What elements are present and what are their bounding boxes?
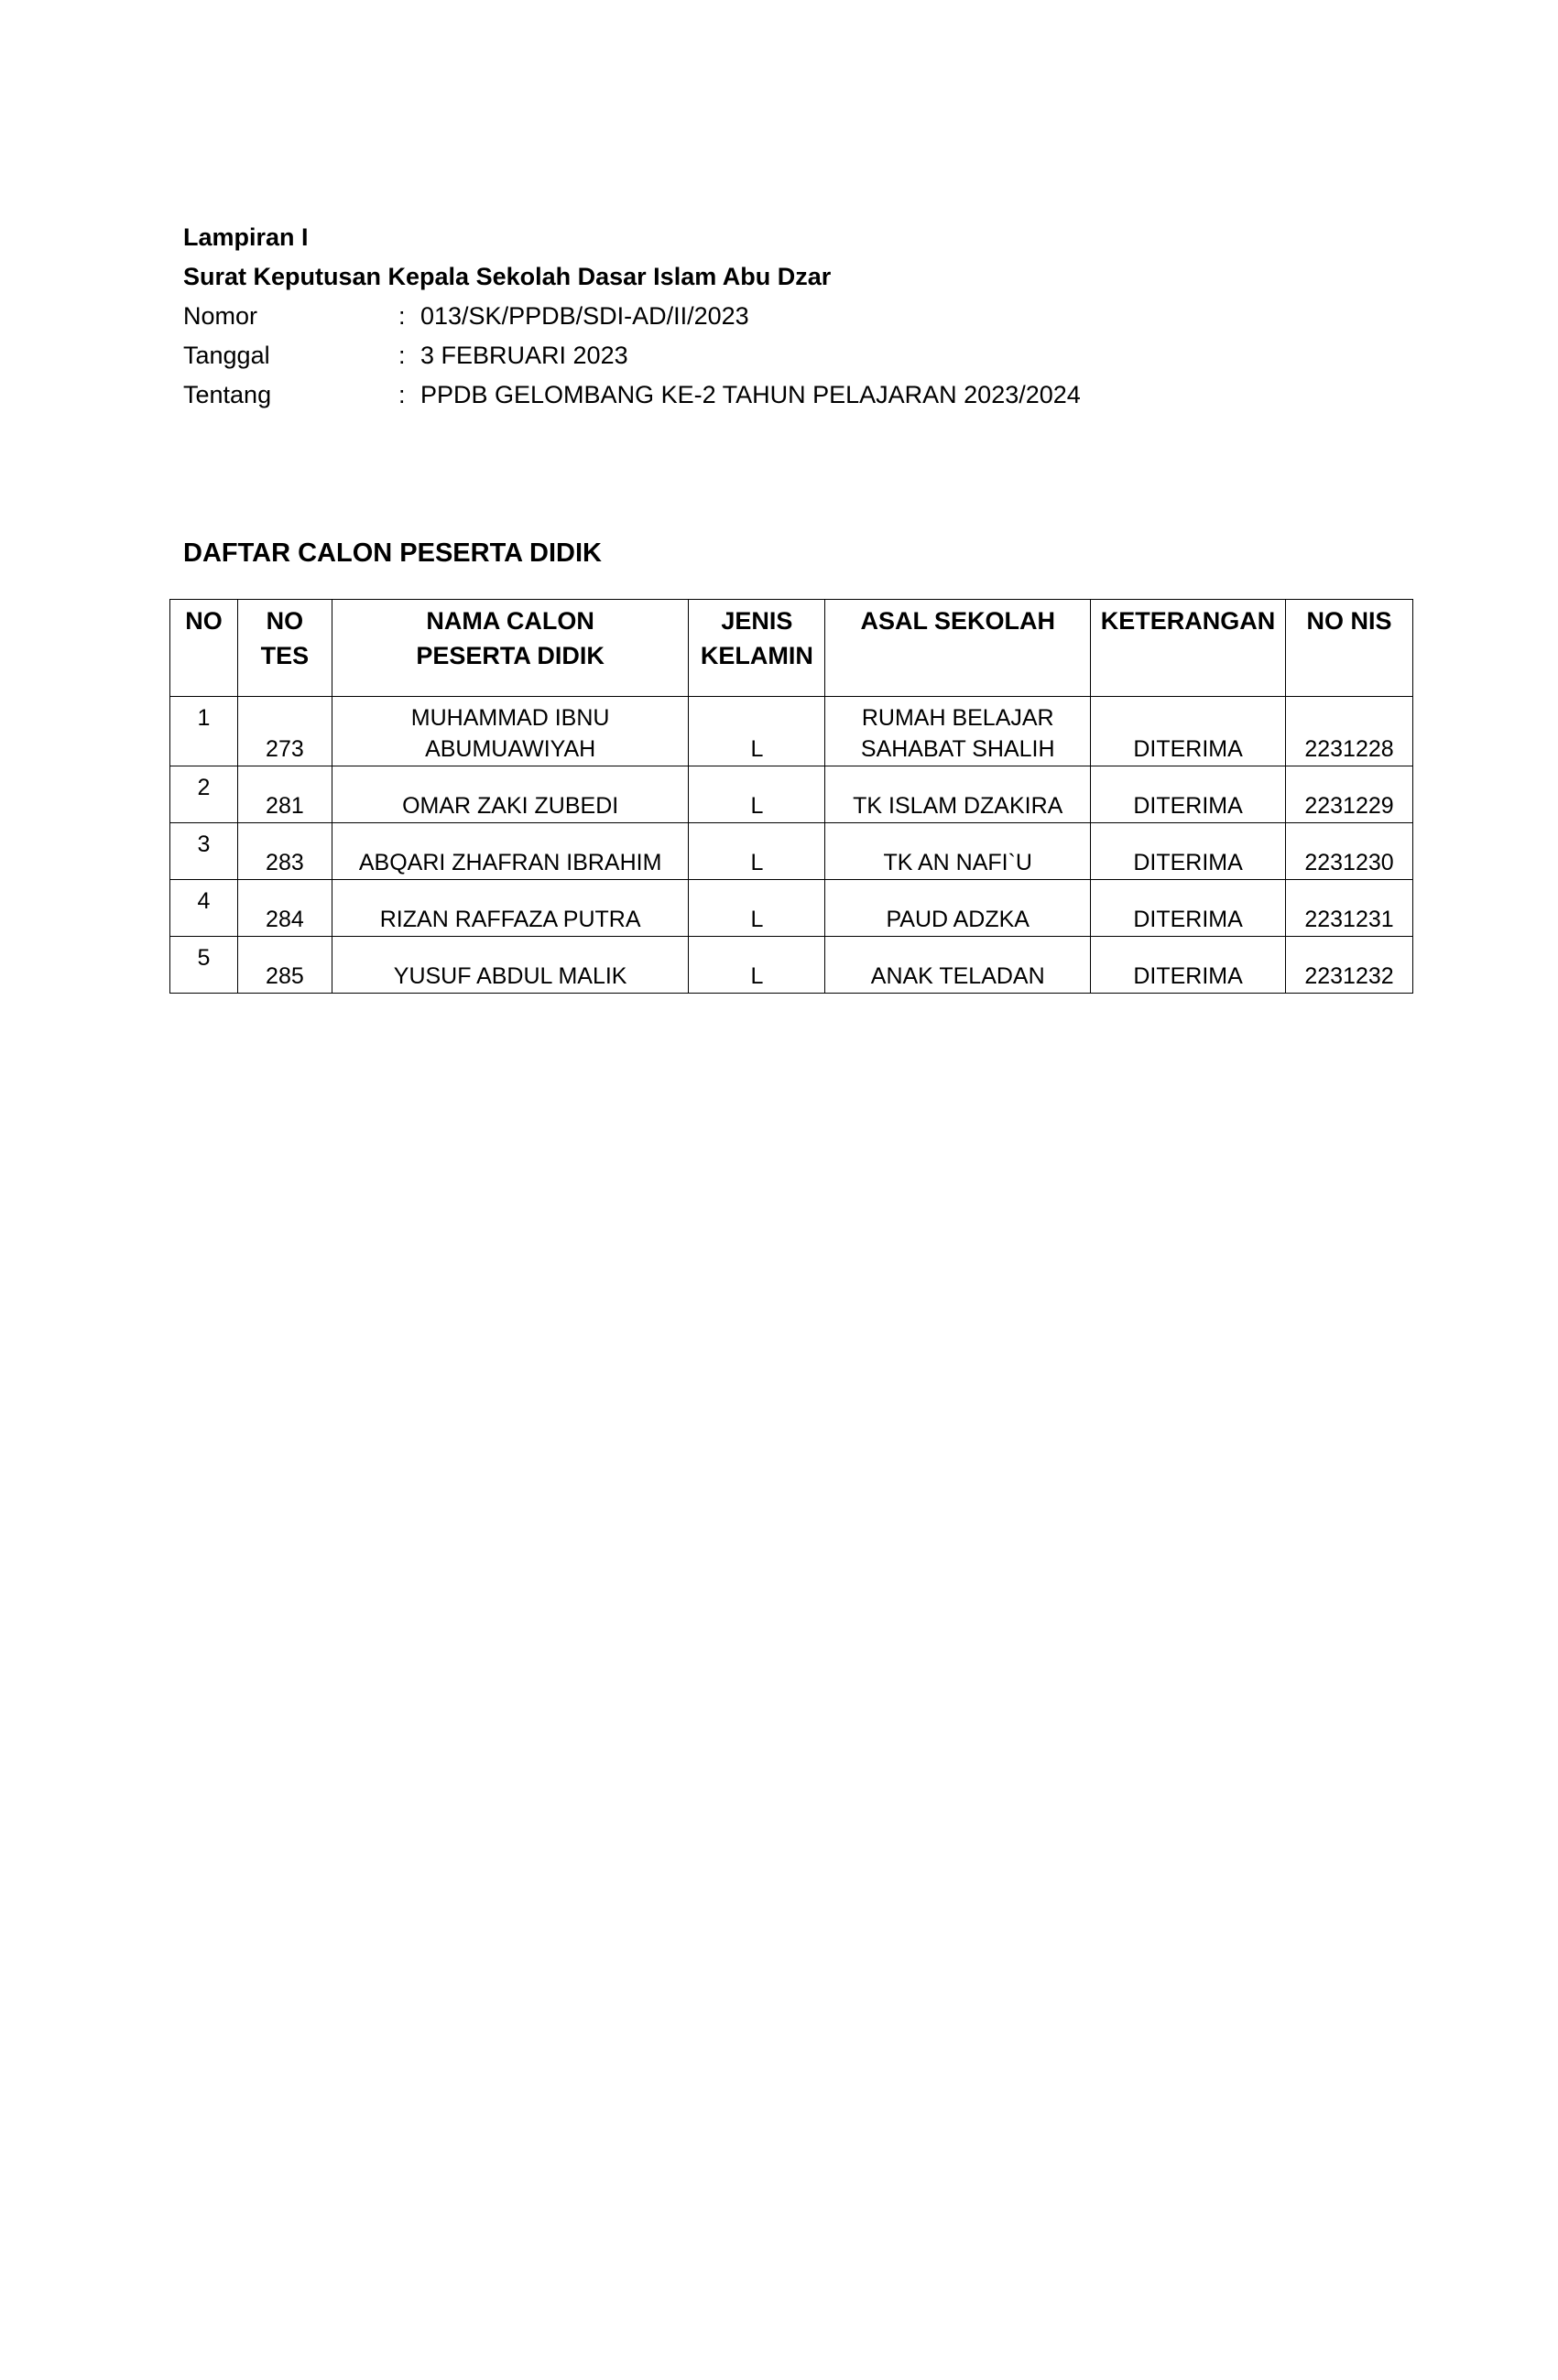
cell-no-tes: 283 (237, 823, 332, 880)
cell-jenis-kelamin: L (689, 937, 825, 994)
cell-nis: 2231229 (1286, 766, 1413, 823)
cell-nis: 2231231 (1286, 880, 1413, 937)
meta-value: PPDB GELOMBANG KE-2 TAHUN PELAJARAN 2023/2024 (420, 381, 1081, 408)
table-row (170, 697, 1413, 766)
cell-keterangan: DITERIMA (1091, 697, 1286, 766)
cell-jenis-kelamin: L (689, 697, 825, 766)
table-row (170, 937, 1413, 994)
cell-asal-sekolah: TK AN NAFI`U (825, 823, 1091, 880)
cell-nis: 2231228 (1286, 697, 1413, 766)
meta-colon: : (398, 381, 406, 408)
column-header-no-tes: NO TES (237, 600, 332, 697)
cell-asal-sekolah: RUMAH BELAJAR SAHABAT SHALIH (825, 697, 1091, 766)
cell-jenis-kelamin: L (689, 880, 825, 937)
cell-keterangan: DITERIMA (1091, 880, 1286, 937)
cell-keterangan: DITERIMA (1091, 823, 1286, 880)
cell-nis: 2231232 (1286, 937, 1413, 994)
cell-no: 1 (170, 697, 238, 766)
cell-nama: YUSUF ABDUL MALIK (332, 937, 689, 994)
cell-no-tes: 285 (237, 937, 332, 994)
cell-asal-sekolah: PAUD ADZKA (825, 880, 1091, 937)
cell-no: 5 (170, 937, 238, 994)
cell-no: 2 (170, 766, 238, 823)
meta-label: Tentang (183, 381, 272, 408)
table-row (170, 880, 1413, 937)
cell-asal-sekolah: ANAK TELADAN (825, 937, 1091, 994)
cell-nama: RIZAN RAFFAZA PUTRA (332, 880, 689, 937)
column-header-keterangan: KETERANGAN (1091, 600, 1286, 697)
section-title: DAFTAR CALON PESERTA DIDIK (183, 538, 603, 568)
meta-label: Tanggal (183, 342, 270, 369)
cell-no-tes: 281 (237, 766, 332, 823)
cell-nama: OMAR ZAKI ZUBEDI (332, 766, 689, 823)
cell-jenis-kelamin: L (689, 823, 825, 880)
meta-value: 3 FEBRUARI 2023 (420, 342, 628, 369)
candidate-table (169, 599, 1413, 994)
attachment-label: Lampiran I (183, 223, 309, 251)
cell-nis: 2231230 (1286, 823, 1413, 880)
meta-value: 013/SK/PPDB/SDI-AD/II/2023 (420, 302, 749, 330)
meta-colon: : (398, 342, 406, 369)
cell-jenis-kelamin: L (689, 766, 825, 823)
meta-colon: : (398, 302, 406, 330)
cell-asal-sekolah: TK ISLAM DZAKIRA (825, 766, 1091, 823)
table-header-row (170, 600, 1413, 697)
column-header-jenis-kelamin: JENIS KELAMIN (689, 600, 825, 697)
column-header-nama: NAMA CALON PESERTA DIDIK (332, 600, 689, 697)
meta-row-tentang (183, 375, 1081, 415)
column-header-asal-sekolah: ASAL SEKOLAH (825, 600, 1091, 697)
cell-nama: ABQARI ZHAFRAN IBRAHIM (332, 823, 689, 880)
cell-no-tes: 273 (237, 697, 332, 766)
table-row (170, 823, 1413, 880)
cell-keterangan: DITERIMA (1091, 937, 1286, 994)
meta-label: Nomor (183, 302, 258, 330)
meta-row-nomor (183, 297, 1081, 336)
table-row (170, 766, 1413, 823)
document-header (183, 218, 1081, 415)
column-header-no: NO (170, 600, 238, 697)
cell-no: 3 (170, 823, 238, 880)
cell-no: 4 (170, 880, 238, 937)
cell-no-tes: 284 (237, 880, 332, 937)
column-header-no-nis: NO NIS (1286, 600, 1413, 697)
cell-keterangan: DITERIMA (1091, 766, 1286, 823)
cell-nama: MUHAMMAD IBNU ABUMUAWIYAH (332, 697, 689, 766)
decree-title: Surat Keputusan Kepala Sekolah Dasar Islam Abu Dzar (183, 263, 832, 290)
meta-row-tanggal (183, 336, 1081, 375)
